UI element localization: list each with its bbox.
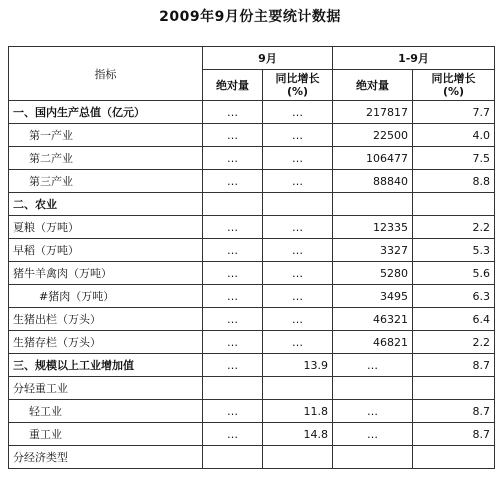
table-header xyxy=(9,47,495,101)
cell-month-absolute: … xyxy=(203,124,263,147)
cell-ytd-yoy: 8.7 xyxy=(413,400,495,423)
cell-ytd-absolute: 3327 xyxy=(333,239,413,262)
cell-ytd-yoy: 6.3 xyxy=(413,285,495,308)
header-month-absolute: 绝对量 xyxy=(203,70,263,101)
cell-month-yoy: … xyxy=(263,262,333,285)
cell-ytd-yoy xyxy=(413,377,495,400)
cell-month-yoy: … xyxy=(263,124,333,147)
row-label: 二、农业 xyxy=(9,193,203,216)
cell-ytd-absolute: 217817 xyxy=(333,101,413,124)
cell-ytd-absolute xyxy=(333,193,413,216)
table-row xyxy=(9,308,495,331)
row-label: 轻工业 xyxy=(9,400,203,423)
row-label: 重工业 xyxy=(9,423,203,446)
cell-ytd-absolute: 46821 xyxy=(333,331,413,354)
cell-ytd-yoy: 8.7 xyxy=(413,354,495,377)
cell-ytd-yoy: 8.7 xyxy=(413,423,495,446)
table-row xyxy=(9,377,495,400)
cell-ytd-yoy: 6.4 xyxy=(413,308,495,331)
row-label: 一、国内生产总值（亿元） xyxy=(9,101,203,124)
cell-ytd-absolute: … xyxy=(333,400,413,423)
cell-month-absolute: … xyxy=(203,400,263,423)
row-label: 早稻（万吨） xyxy=(9,239,203,262)
cell-ytd-absolute: 12335 xyxy=(333,216,413,239)
row-label: 第三产业 xyxy=(9,170,203,193)
cell-month-yoy: … xyxy=(263,331,333,354)
cell-ytd-absolute: … xyxy=(333,423,413,446)
header-yoy-line2: (%) xyxy=(286,85,309,98)
cell-month-yoy: 14.8 xyxy=(263,423,333,446)
table-row xyxy=(9,170,495,193)
page-title: 2009年9月份主要统计数据 xyxy=(159,9,341,25)
cell-month-absolute: … xyxy=(203,170,263,193)
header-month: 9月 xyxy=(203,47,333,70)
cell-ytd-yoy: 4.0 xyxy=(413,124,495,147)
cell-ytd-absolute xyxy=(333,377,413,400)
header-ytd-yoy xyxy=(413,70,495,101)
header-month-yoy xyxy=(263,70,333,101)
cell-ytd-absolute: 5280 xyxy=(333,262,413,285)
cell-ytd-absolute xyxy=(333,446,413,469)
header-indicator: 指标 xyxy=(9,47,203,101)
cell-ytd-yoy: 2.2 xyxy=(413,216,495,239)
table-row xyxy=(9,354,495,377)
row-label: 夏粮（万吨） xyxy=(9,216,203,239)
cell-month-yoy: 11.8 xyxy=(263,400,333,423)
cell-month-yoy xyxy=(263,377,333,400)
cell-ytd-absolute: 46321 xyxy=(333,308,413,331)
cell-month-absolute xyxy=(203,446,263,469)
cell-month-absolute: … xyxy=(203,308,263,331)
row-label: 分轻重工业 xyxy=(9,377,203,400)
cell-month-absolute: … xyxy=(203,285,263,308)
header-yoy-line2: (%) xyxy=(442,85,465,98)
cell-month-yoy: 13.9 xyxy=(263,354,333,377)
row-label: 分经济类型 xyxy=(9,446,203,469)
header-yoy-line1: 同比增长 xyxy=(275,72,320,85)
cell-month-absolute: … xyxy=(203,423,263,446)
row-label: 生猪出栏（万头） xyxy=(9,308,203,331)
header-yoy-line1: 同比增长 xyxy=(431,72,476,85)
cell-ytd-absolute: 3495 xyxy=(333,285,413,308)
cell-ytd-yoy: 7.5 xyxy=(413,147,495,170)
cell-ytd-yoy: 8.8 xyxy=(413,170,495,193)
cell-month-yoy: … xyxy=(263,101,333,124)
table-row xyxy=(9,239,495,262)
cell-ytd-yoy xyxy=(413,446,495,469)
cell-month-absolute: … xyxy=(203,354,263,377)
table-row xyxy=(9,124,495,147)
cell-month-yoy: … xyxy=(263,308,333,331)
cell-ytd-absolute: 88840 xyxy=(333,170,413,193)
cell-ytd-yoy: 5.3 xyxy=(413,239,495,262)
table-row xyxy=(9,262,495,285)
table-row xyxy=(9,331,495,354)
cell-ytd-yoy: 2.2 xyxy=(413,331,495,354)
cell-month-absolute: … xyxy=(203,262,263,285)
table-body xyxy=(9,101,495,469)
row-label: 猪牛羊禽肉（万吨） xyxy=(9,262,203,285)
row-label: #猪肉（万吨） xyxy=(9,285,203,308)
cell-month-absolute: … xyxy=(203,331,263,354)
cell-ytd-absolute: … xyxy=(333,354,413,377)
cell-month-yoy xyxy=(263,446,333,469)
table-row xyxy=(9,193,495,216)
table-row xyxy=(9,400,495,423)
row-label: 生猪存栏（万头） xyxy=(9,331,203,354)
cell-month-absolute: … xyxy=(203,216,263,239)
cell-ytd-absolute: 22500 xyxy=(333,124,413,147)
cell-month-absolute: … xyxy=(203,239,263,262)
cell-month-absolute xyxy=(203,193,263,216)
cell-ytd-yoy: 5.6 xyxy=(413,262,495,285)
cell-month-yoy: … xyxy=(263,285,333,308)
header-ytd: 1-9月 xyxy=(333,47,495,70)
table-row xyxy=(9,285,495,308)
row-label: 第一产业 xyxy=(9,124,203,147)
cell-month-yoy: … xyxy=(263,216,333,239)
cell-ytd-yoy xyxy=(413,193,495,216)
cell-month-absolute: … xyxy=(203,101,263,124)
statistics-table xyxy=(8,46,495,469)
cell-ytd-absolute: 106477 xyxy=(333,147,413,170)
table-row xyxy=(9,423,495,446)
cell-month-yoy: … xyxy=(263,239,333,262)
cell-ytd-yoy: 7.7 xyxy=(413,101,495,124)
cell-month-yoy: … xyxy=(263,147,333,170)
row-label: 第二产业 xyxy=(9,147,203,170)
row-label: 三、规模以上工业增加值 xyxy=(9,354,203,377)
table-row xyxy=(9,216,495,239)
cell-month-absolute xyxy=(203,377,263,400)
table-row xyxy=(9,446,495,469)
table-row xyxy=(9,101,495,124)
header-ytd-absolute: 绝对量 xyxy=(333,70,413,101)
table-row xyxy=(9,147,495,170)
cell-month-absolute: … xyxy=(203,147,263,170)
cell-month-yoy: … xyxy=(263,170,333,193)
cell-month-yoy xyxy=(263,193,333,216)
